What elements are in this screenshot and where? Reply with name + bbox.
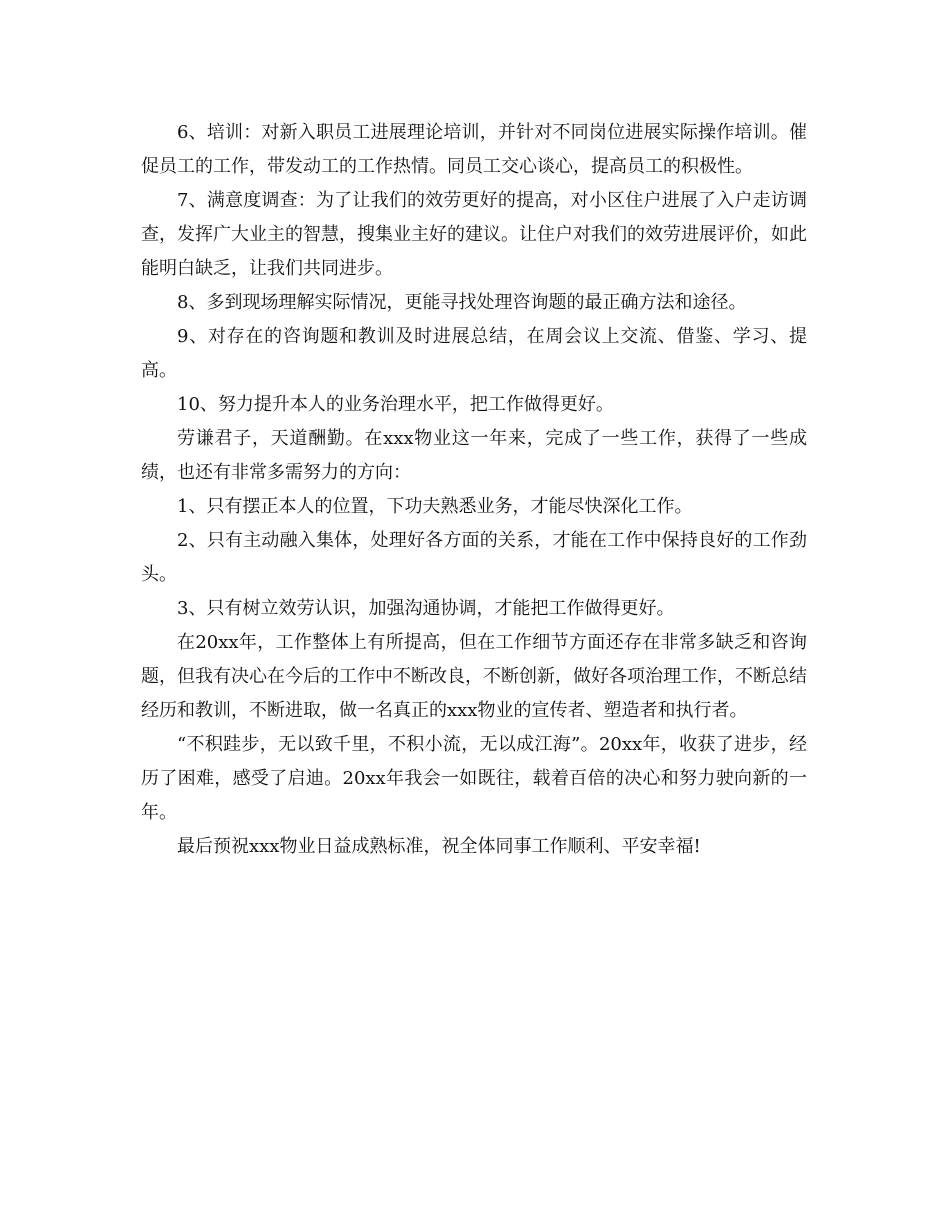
paragraph-point-3: 3、只有树立效劳认识，加强沟通协调，才能把工作做得更好。 [177,598,675,619]
paragraph-year-review: 在20xx年，工作整体上有所提高，但在工作细节方面还存在非常多缺乏和咨询题，但我有决心在今后的工作中不断改良，不断创新，做好各项治理工作，不断总结经历和教训，不断进取，做一名真正的xxx物业的宣传者、塑造者和执行者。 [141,632,807,721]
paragraph-training: 6、培训：对新入职员工进展理论培训，并针对不同岗位进展实际操作培训。催促员工的工作，带发动工的工作热情。同员工交心谈心，提高员工的积极性。 [141,122,807,177]
document-body [141,116,807,864]
paragraph-reflection: 劳谦君子，天道酬勤。在xxx物业这一年来，完成了一些工作，获得了一些成绩，也还有非常多需努力的方向： [141,428,807,483]
paragraph-summary: 9、对存在的咨询题和教训及时进展总结，在周会议上交流、借鉴、学习、提高。 [141,326,807,381]
paragraph-point-2: 2、只有主动融入集体，处理好各方面的关系，才能在工作中保持良好的工作劲头。 [141,530,807,585]
paragraph-satisfaction-survey: 7、满意度调查：为了让我们的效劳更好的提高，对小区住户进展了入户走访调查，发挥广大业主的智慧，搜集业主好的建议。让住户对我们的效劳进展评价，如此能明白缺乏，让我们共同进步。 [141,190,807,279]
paragraph-quote: “不积跬步，无以致千里，不积小流，无以成江海”。20xx年，收获了进步，经历了困难，感受了启迪。20xx年我会一如既往，载着百倍的决心和努力驶向新的一年。 [141,734,807,823]
paragraph-on-site: 8、多到现场理解实际情况，更能寻找处理咨询题的最正确方法和途径。 [177,292,747,313]
paragraph-point-1: 1、只有摆正本人的位置，下功夫熟悉业务，才能尽快深化工作。 [177,496,693,517]
paragraph-improvement: 10、努力提升本人的业务治理水平，把工作做得更好。 [177,394,614,415]
paragraph-closing: 最后预祝xxx物业日益成熟标准，祝全体同事工作顺利、平安幸福! [177,836,701,857]
